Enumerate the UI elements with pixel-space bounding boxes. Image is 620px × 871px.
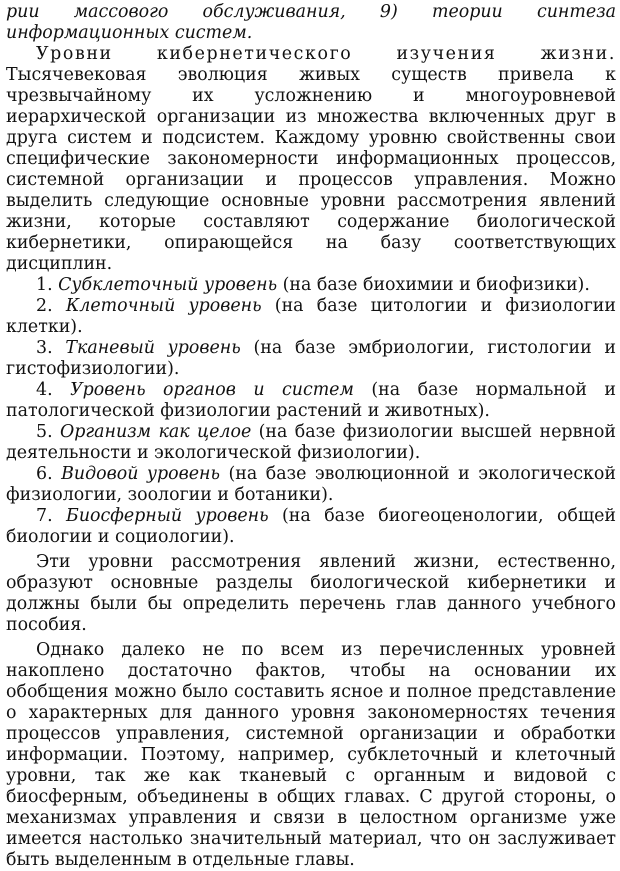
level-number: 6. bbox=[36, 464, 62, 484]
section-paragraph bbox=[6, 44, 616, 275]
intro-line bbox=[6, 2, 616, 44]
level-item-4 bbox=[6, 380, 616, 422]
level-item-1 bbox=[6, 275, 616, 296]
level-base: (на базе эмбриологии, гистологии и гистофизиологии). bbox=[6, 338, 616, 379]
level-base: (на базе эволюционной и экологической физиологии, зоологии и ботаники). bbox=[6, 464, 616, 505]
level-item-5 bbox=[6, 422, 616, 464]
level-base: (на базе биогеоценологии, общей биологии и социологии). bbox=[6, 506, 616, 547]
level-name: Тканевый уровень bbox=[65, 338, 241, 358]
level-name: Субклеточный уровень bbox=[58, 275, 278, 295]
level-name: Видовой уровень bbox=[61, 464, 220, 484]
level-number: 3. bbox=[36, 338, 66, 358]
document-page bbox=[6, 2, 616, 871]
paragraph-chapters: Однако далеко не по всем из перечисленных уровней накоплено достаточно фактов, чтобы на основании их обобщения можно было составить ясное и полное представление о характерных для данного уровня закономерностях течения процессов управления, системной организации и обработки информации. Поэтому, например, субклеточный и клеточный уровни, так же как тканевый с органным и видовой с биосферным, объединены в общих главах. С другой стороны, о механизмах управления и связи в целостном организме уже имеется настолько значительный материал, что он заслуживает быть выделенным в отдельные главы. bbox=[6, 640, 616, 870]
section-heading: Уровни кибернетического изучения жизни. bbox=[36, 44, 616, 64]
section-text: Тысячевековая эволюция живых существ привела к чрезвычайному их усложнению и многоуровневой иерархической организации из множества включенных друг в друга систем и подсистем. Каждому уровню свойственны свои специфические закономерности информационных процессов, системной организации и процессов управления. Можно выделить следующие основные уровни рассмотрения явлений жизни, которые составляют содержание биологической кибернетики, опирающейся на базу соответствующих дисциплин. bbox=[6, 65, 616, 274]
level-number: 5. bbox=[36, 422, 60, 442]
level-name: Уровень органов и систем bbox=[70, 380, 354, 400]
paragraph-sections: Эти уровни рассмотрения явлений жизни, естественно, образуют основные разделы биологической кибернетики и должны были бы определить перечень глав данного учебного пособия. bbox=[6, 552, 616, 635]
level-item-7 bbox=[6, 506, 616, 548]
level-name: Организм как целое bbox=[59, 422, 252, 442]
level-name: Биосферный уровень bbox=[66, 506, 269, 526]
level-base: (на базе физиологии высшей нервной деятельности и экологической физиологии). bbox=[6, 422, 616, 463]
level-number: 4. bbox=[36, 380, 71, 400]
level-item-2 bbox=[6, 296, 616, 338]
level-item-6 bbox=[6, 464, 616, 506]
level-name: Клеточный уровень bbox=[65, 296, 262, 316]
level-number: 1. bbox=[36, 275, 59, 295]
intro-italic-text: рии массового обслуживания, 9) теории синтеза информационных систем. bbox=[6, 2, 616, 43]
level-base: (на базе цитологии и физиологии клетки). bbox=[6, 296, 616, 337]
level-base: (на базе биохимии и биофизики). bbox=[277, 275, 590, 295]
level-number: 2. bbox=[36, 296, 66, 316]
level-item-3 bbox=[6, 338, 616, 380]
level-base: (на базе нормальной и патологической физиологии растений и животных). bbox=[6, 380, 617, 421]
level-number: 7. bbox=[36, 506, 67, 526]
